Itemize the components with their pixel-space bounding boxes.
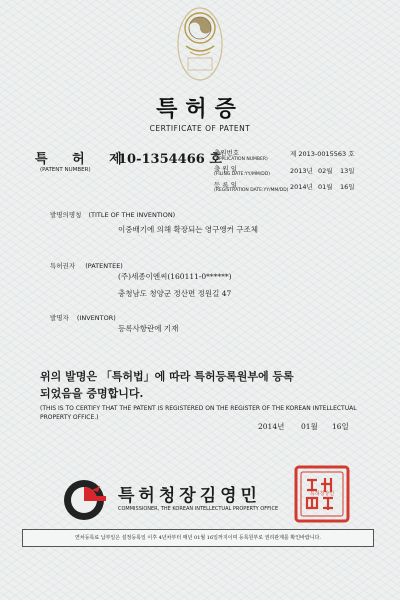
patentee-address: 충청남도 청양군 정산면 정원길 47 [118, 289, 232, 298]
annual-fee-notice: 연차등록료 납부일은 설정등록일 이후 4년차부터 매년 01월 16일까지이며 등록원부로 권리관계를 확인바랍니다. [22, 529, 374, 547]
official-seal-icon [293, 464, 351, 524]
registration-month: 01월 [318, 183, 333, 191]
certification-line-1: 위의 발명은 「특허법」에 따라 특허등록원부에 등록 [40, 370, 294, 383]
application-number-label-en: (APPLICATION NUMBER) [214, 157, 268, 162]
registration-year: 2014년 [290, 183, 313, 191]
registration-date-label: 등 록 일 [214, 181, 237, 189]
patentee-label-en: (PATENTEE) [85, 262, 123, 270]
filing-month: 02월 [318, 167, 333, 175]
patent-number-label: 특 허 제 [35, 152, 132, 167]
registration-date-label-en: (REGISTRATION DATE:YY/MM/DD) [214, 188, 289, 193]
filing-year: 2013년 [290, 167, 313, 175]
seal-text: 특허청장인 [309, 491, 335, 497]
inventor-label-en: (INVENTOR) [76, 314, 116, 322]
invention-title-label [50, 210, 175, 219]
national-emblem-icon [176, 0, 224, 82]
patent-number-value: 10-1354466 호 [118, 152, 222, 167]
filing-date-label-en: (FILING DATE:YY/MM/DD) [214, 172, 270, 177]
patentee-label [50, 261, 123, 270]
application-number-label: 출원번호 [214, 149, 240, 157]
invention-title-label-ko: 발명의명칭 [50, 211, 82, 219]
invention-title-label-en: (TITLE OF THE INVENTION) [88, 211, 176, 219]
document-title: 특허증 [156, 97, 244, 122]
application-number-value: 제 2013-0015563 호 [290, 150, 355, 158]
inventor-label-ko: 발명자 [50, 314, 69, 322]
filing-date-label: 출 원 일 [214, 165, 237, 173]
registration-day: 16일 [340, 183, 355, 191]
invention-title-value: 이중배기에 의해 확장되는 영구앵커 구조체 [118, 225, 258, 234]
certification-statement-en: (THIS IS TO CERTIFY THAT THE PATENT IS REGISTERED ON THE REGISTER OF THE KOREAN INTELLECTUAL PROPERTY OFFICE.) [40, 405, 357, 421]
inventor-label [50, 313, 116, 322]
patentee-name: (주)세종이엔씨(160111-0******) [118, 272, 232, 281]
patent-number-label-en: (PATENT NUMBER) [40, 167, 91, 173]
issue-month: 01월 [301, 422, 318, 431]
commissioner-title-en: COMMISSIONER, THE KOREAN INTELLECTUAL PROPERTY OFFICE [118, 506, 279, 512]
inventor-value: 등록사항란에 기재 [118, 324, 179, 333]
certification-statement-ko [40, 368, 370, 402]
kipo-logo-icon [62, 478, 106, 522]
document-subtitle: CERTIFICATE OF PATENT [149, 124, 251, 133]
issue-day: 16일 [332, 422, 349, 431]
patentee-label-ko: 특허권자 [50, 262, 76, 270]
issue-year: 2014년 [258, 422, 285, 431]
commissioner-name: 특허청장김영민 [118, 486, 261, 506]
certification-line-2: 되었음을 증명합니다. [40, 387, 144, 400]
filing-day: 13일 [340, 167, 355, 175]
